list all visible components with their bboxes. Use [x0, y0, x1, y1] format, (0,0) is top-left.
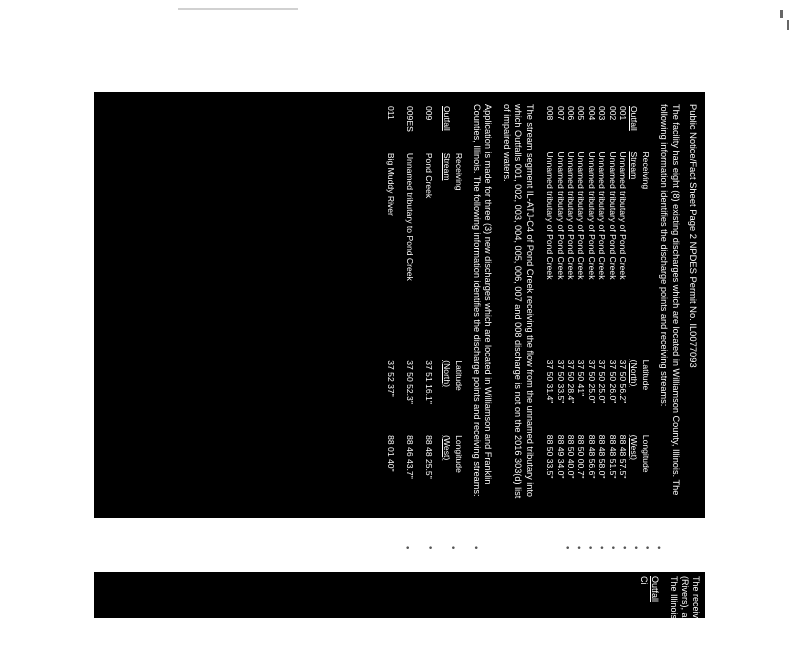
table-row [597, 104, 607, 508]
col2-lon: (West) [442, 435, 453, 461]
lat-cell: 37 50 28.4" [565, 359, 576, 404]
table-row [403, 104, 422, 508]
outfall-cell: 008 [545, 106, 556, 121]
lon-cell: 88 49 34.0" [555, 434, 566, 479]
col-outfall: Outfall [629, 106, 640, 131]
partial-value-1: Ci [639, 576, 649, 585]
partial-line-1: The receiving stream [691, 576, 701, 661]
outfall-cell: 003 [597, 106, 608, 121]
outfall-cell: 006 [565, 106, 576, 121]
scan-mark-right [787, 20, 789, 30]
new-discharges-paragraph: Application is made for three (3) new discharges which are located in Williamson and Franklin Counties, Illinois. The following information identifies the discharge points and receiving streams: [472, 104, 494, 497]
stream-cell: Pond Creek [423, 152, 434, 199]
stream-cell: Unnamed tributary of Pond Creek [597, 151, 608, 280]
lat-cell: 37 50 33.5" [555, 359, 566, 404]
lat-cell: 37 50 56.2" [617, 359, 628, 404]
lat-cell: 37 50 41" [576, 359, 587, 397]
lat-cell: 37 52 37" [385, 360, 396, 397]
table-row [586, 104, 596, 508]
table-row [576, 104, 586, 508]
stream-cell: Unnamed tributary of Pond Creek [555, 151, 566, 280]
scan-dots-left: • • • • [405, 544, 485, 554]
intro-paragraph: The facility has eight (8) existing discharges which are located in Williamson County, Illinois. The following information identifies the discharge points and receiving streams: [659, 104, 681, 496]
lon-cell: 88 48 56.6" [586, 434, 597, 479]
outfall-cell: 005 [576, 106, 587, 121]
partial-outfall-label: Outfall [650, 576, 660, 603]
lon-cell: 88 50 33.5" [545, 434, 556, 479]
stream-cell: Unnamed tributary to Pond Creek [404, 152, 415, 281]
col-outfall-spacer [639, 104, 650, 149]
outfall-cell: 009ES [404, 106, 415, 132]
outfall-cell: 001 [617, 106, 628, 121]
lat-cell: 37 50 31.4" [545, 359, 556, 404]
scan-mark-corner [780, 10, 783, 18]
outfall-cell: 007 [555, 106, 566, 121]
scan-mark-top [178, 8, 298, 10]
lat-cell: 37 50 25.0" [597, 359, 608, 404]
lat-cell: 37 51 16.1" [423, 360, 434, 404]
table-row [555, 104, 565, 508]
stream-cell: Unnamed tributary of Pond Creek [576, 151, 587, 280]
lon-cell: 88 46 43.7" [404, 435, 415, 479]
col-stream: Stream [629, 151, 640, 180]
lat-cell: 37 50 52.3" [404, 360, 415, 404]
col2-lon-top: Longitude [453, 435, 464, 473]
lon-cell: 88 50 40.0" [565, 434, 576, 479]
stream-cell: Unnamed tributary of Pond Creek [586, 151, 597, 280]
table-row [384, 104, 403, 508]
rotated-content [94, 92, 705, 518]
stream-cell: Unnamed tributary of Pond Creek [545, 151, 556, 280]
col2-stream-top: Receiving [453, 152, 464, 191]
partial-line-3: The Illinois [669, 576, 679, 620]
col2-lat-top: Latitude [453, 360, 464, 391]
table-row [422, 104, 441, 508]
lon-cell: 88 48 57.5" [617, 434, 628, 479]
col2-stream: Stream [442, 152, 453, 181]
lon-cell: 88 48 51.5" [607, 434, 618, 479]
table-row [607, 104, 617, 508]
partial-line-2: (Rivers), an industrial [680, 576, 690, 661]
stream-cell: Big Muddy River [385, 152, 396, 216]
stream-cell: Unnamed tributary of Pond Creek [565, 151, 576, 280]
col-lon: (West) [629, 434, 640, 460]
col-stream-top: Receiving [640, 151, 651, 190]
stream-segment-paragraph: The stream segment IL-ATJ-C4 of Pond Creek receiving the flow from the unnamed tributary into which Outfalls 001, 002, 003, 004, 005, 006, 007 and 008 discharge is not on the 2016 303(d) list of impaired waters. [501, 104, 535, 499]
page-header: Public Notice/Fact Sheet Page 2 NPDES Permit No. IL0077093 [688, 104, 699, 368]
scan-dots-right: ••••••••• [565, 544, 668, 554]
outfall-cell: 011 [385, 106, 396, 120]
rotated-content-partial [94, 572, 705, 661]
lon-cell: 88 48 25.5" [423, 435, 434, 479]
lon-cell: 88 48 58.0" [597, 434, 608, 479]
lat-cell: 37 50 26.0" [607, 359, 618, 404]
outfall-cell: 004 [586, 106, 597, 121]
document-page [94, 92, 705, 518]
lat-cell: 37 50 25.0" [586, 359, 597, 404]
stream-cell: Unnamed tributary of Pond Creek [607, 151, 618, 280]
outfall-cell: 009 [423, 106, 434, 121]
lon-cell: 88 01 40" [385, 435, 396, 472]
lon-cell: 88 50 00.7" [576, 434, 587, 479]
existing-discharges-table [545, 104, 651, 508]
col-lon-top: Longitude [640, 434, 651, 473]
new-discharges-table [384, 104, 464, 508]
table-row [545, 104, 555, 508]
document-page-partial [94, 572, 705, 661]
col-lat: (North) [629, 359, 640, 387]
stream-cell: Unnamed tributary of Pond Creek [617, 151, 628, 280]
outfall-cell: 002 [607, 106, 618, 121]
table-row [618, 104, 628, 508]
col-lat-top: Latitude [640, 359, 651, 391]
col2-outfall: Outfall [442, 106, 453, 131]
table-row [566, 104, 576, 508]
col2-lat: (North) [442, 360, 453, 387]
